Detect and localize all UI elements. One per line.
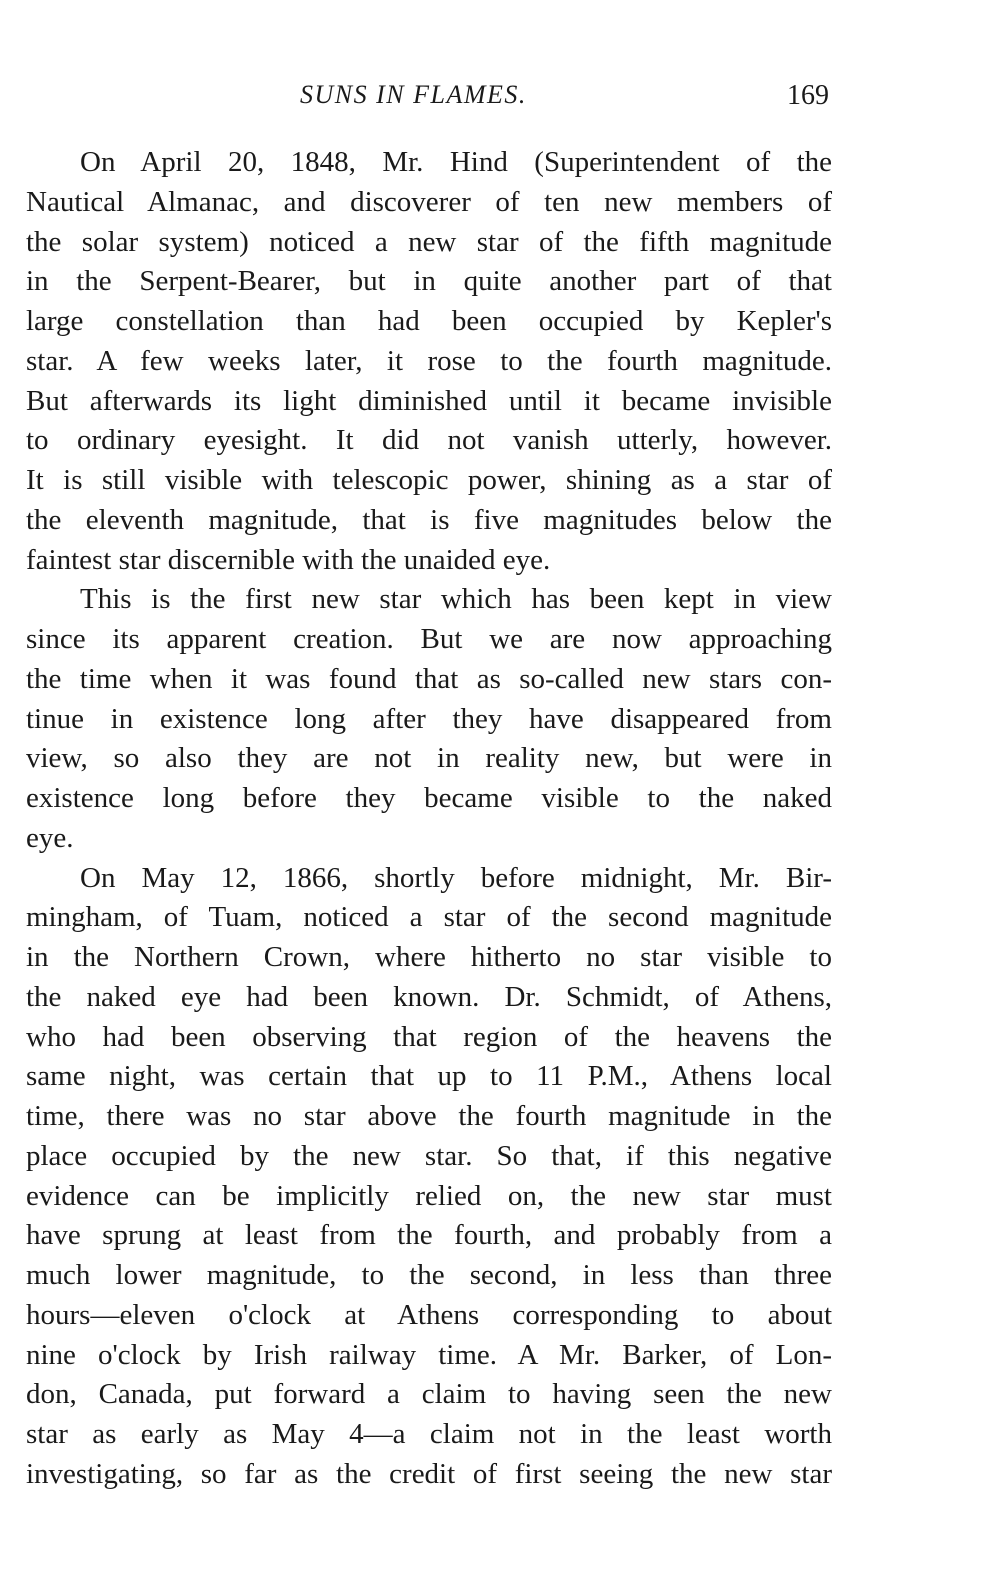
text-line: Nautical Almanac, and discoverer of ten new members of bbox=[26, 185, 832, 218]
text-line: in the Serpent-Bearer, but in quite another part of that bbox=[26, 265, 832, 298]
text-line: tinue in existence long after they have disappeared from bbox=[26, 702, 832, 735]
text-line: existence long before they became visible to the naked bbox=[26, 782, 832, 814]
text-line: large constellation than had been occupied by Kepler's bbox=[26, 305, 832, 337]
text-line: On April 20, 1848, Mr. Hind (Superintendent of the bbox=[80, 146, 832, 178]
text-line: to ordinary eyesight. It did not vanish utterly, however. bbox=[26, 424, 832, 457]
text-line: nine o'clock by Irish railway time. A Mr. Barker, of Lon- bbox=[26, 1338, 832, 1371]
text-line: same night, was certain that up to 11 P.M., Athens local bbox=[26, 1060, 832, 1093]
text-line: place occupied by the new star. So that, if this negative bbox=[26, 1139, 832, 1172]
text-line: It is still visible with telescopic power, shining as a star of bbox=[26, 464, 832, 496]
text-line: the time when it was found that as so-called new stars con- bbox=[26, 662, 832, 695]
text-line: since its apparent creation. But we are now approaching bbox=[26, 623, 832, 655]
page-header bbox=[0, 80, 1000, 120]
text-line: who had been observing that region of the heavens the bbox=[26, 1020, 832, 1053]
text-line: the eleventh magnitude, that is five magnitudes below the bbox=[26, 503, 832, 536]
text-line: hours—eleven o'clock at Athens corresponding to about bbox=[26, 1298, 832, 1331]
text-line: view, so also they are not in reality new, but were in bbox=[26, 742, 832, 775]
text-line: the solar system) noticed a new star of the fifth magnitude bbox=[26, 225, 832, 258]
body-text bbox=[26, 143, 832, 1495]
running-title: SUNS IN FLAMES. bbox=[300, 80, 527, 109]
text-line: This is the first new star which has been kept in view bbox=[80, 583, 832, 616]
text-line: investigating, so far as the credit of first seeing the new star bbox=[26, 1457, 832, 1490]
text-line: mingham, of Tuam, noticed a star of the second magnitude bbox=[26, 901, 832, 934]
text-line: star. A few weeks later, it rose to the fourth magnitude. bbox=[26, 344, 832, 377]
text-line: in the Northern Crown, where hitherto no star visible to bbox=[26, 941, 832, 973]
text-line: eye. bbox=[26, 821, 74, 854]
text-line: star as early as May 4—a claim not in the least worth bbox=[26, 1418, 832, 1450]
text-line: much lower magnitude, to the second, in less than three bbox=[26, 1259, 832, 1291]
text-line: But afterwards its light diminished until it became invisible bbox=[26, 384, 832, 417]
text-line: don, Canada, put forward a claim to having seen the new bbox=[26, 1378, 832, 1411]
text-line: time, there was no star above the fourth magnitude in the bbox=[26, 1100, 832, 1132]
text-line: On May 12, 1866, shortly before midnight, Mr. Bir- bbox=[80, 861, 832, 894]
page-number: 169 bbox=[787, 80, 829, 111]
text-line: the naked eye had been known. Dr. Schmidt, of Athens, bbox=[26, 980, 832, 1013]
text-line: evidence can be implicitly relied on, the new star must bbox=[26, 1179, 832, 1212]
text-line: faintest star discernible with the unaided eye. bbox=[26, 543, 551, 576]
text-line: have sprung at least from the fourth, and probably from a bbox=[26, 1219, 832, 1252]
